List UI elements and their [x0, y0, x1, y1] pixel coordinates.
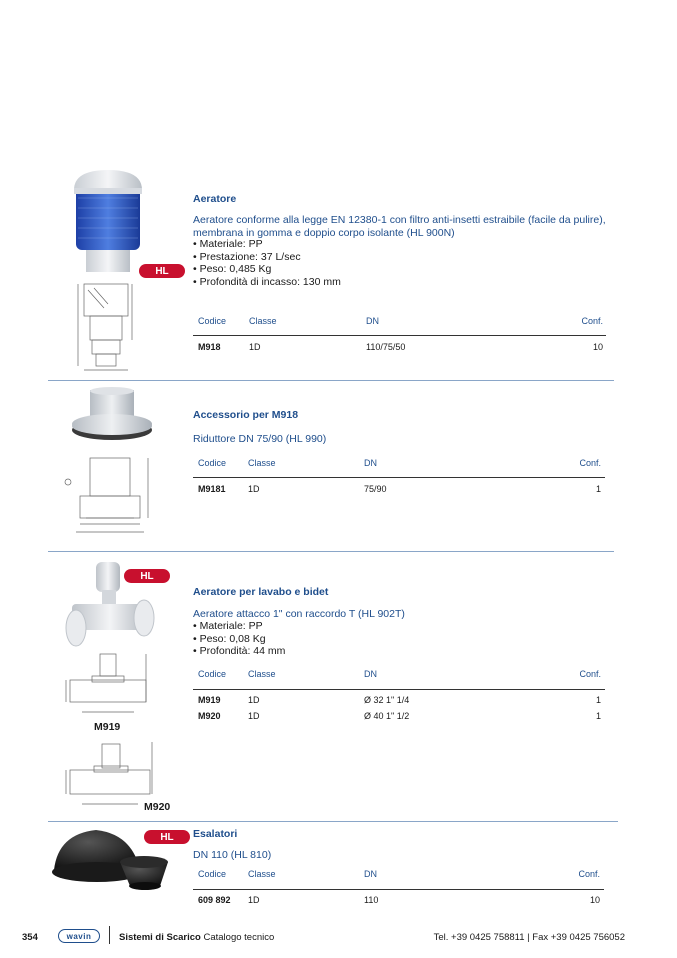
section-title: Aeratore — [193, 193, 237, 205]
section-divider — [48, 380, 614, 381]
section-title: Aeratore per lavabo e bidet — [193, 586, 329, 598]
cell-codice: M9181 — [198, 484, 226, 494]
contact-info: Tel. +39 0425 758811 | Fax +39 0425 756052 — [433, 932, 625, 943]
cell-codice: M918 — [198, 342, 221, 352]
table-rule — [193, 335, 606, 336]
cell-dn: 110/75/50 — [366, 342, 406, 352]
catalog-subtitle: Catalogo tecnico — [200, 932, 275, 943]
riduttore-drawing — [62, 452, 158, 538]
section-description: Aeratore attacco 1" con raccordo T (HL 902T) — [193, 608, 405, 620]
section-title: Esalatori — [193, 828, 238, 840]
page-number: 354 — [22, 932, 38, 943]
badge-text: HL — [160, 831, 174, 843]
cell-conf: 10 — [592, 342, 603, 352]
badge-text: HL — [140, 570, 154, 582]
aeratore-drawing — [74, 280, 138, 372]
col-header-codice: Codice — [198, 869, 227, 879]
spec-item: • Peso: 0,08 Kg — [193, 632, 266, 645]
hl-badge — [139, 264, 185, 278]
col-header-codice: Codice — [198, 316, 227, 326]
figure-label: M919 — [94, 721, 121, 733]
col-header-classe: Classe — [249, 316, 277, 326]
col-header-dn: DN — [364, 458, 377, 468]
description-line: Aeratore conforme alla legge EN 12380-1 con filtro anti-insetti estraibile (facile da pulire), — [193, 214, 606, 226]
cell-classe: 1D — [248, 695, 260, 705]
col-header-conf: Conf. — [579, 458, 601, 468]
cell-dn: 75/90 — [364, 484, 387, 494]
col-header-dn: DN — [364, 669, 377, 679]
cell-conf: 1 — [595, 695, 601, 705]
cell-codice: 609 892 — [198, 895, 231, 905]
table-rule — [193, 889, 604, 890]
spec-item: • Materiale: PP — [193, 620, 263, 632]
logo-text: wavin — [66, 931, 92, 941]
m919-drawing — [62, 650, 156, 720]
cell-conf: 10 — [589, 895, 600, 905]
cell-conf: 1 — [595, 711, 601, 721]
cell-classe: 1D — [248, 895, 260, 905]
section-description — [193, 214, 606, 239]
cell-dn: Ø 32 1" 1/4 — [364, 695, 410, 705]
figure-label: M920 — [144, 801, 171, 813]
catalog-series: Sistemi di Scarico — [119, 932, 201, 943]
spec-item: • Peso: 0,485 Kg — [193, 263, 272, 276]
section-description: DN 110 (HL 810) — [193, 849, 272, 861]
col-header-classe: Classe — [248, 869, 276, 879]
spec-item: • Profondità: 44 mm — [193, 645, 286, 658]
hl-badge — [144, 830, 190, 844]
spec-item: • Prestazione: 37 L/sec — [193, 250, 301, 263]
description-line: membrana in gomma e doppio corpo isolante (HL 900N) — [193, 226, 455, 239]
wavin-logo — [58, 929, 100, 943]
cell-codice: M920 — [198, 711, 221, 721]
spec-list — [193, 238, 341, 288]
hl-badge — [124, 569, 170, 583]
spec-item: • Materiale: PP — [193, 238, 263, 250]
col-header-codice: Codice — [198, 458, 227, 468]
table-rule — [193, 477, 605, 478]
col-header-codice: Codice — [198, 669, 227, 679]
col-header-conf: Conf. — [579, 669, 601, 679]
cell-conf: 1 — [595, 484, 601, 494]
riduttore-photo — [68, 386, 156, 446]
cell-dn: Ø 40 1" 1/2 — [364, 711, 410, 721]
spec-list — [193, 620, 285, 658]
col-header-conf: Conf. — [578, 869, 600, 879]
section-title: Accessorio per M918 — [193, 409, 299, 421]
col-header-dn: DN — [366, 316, 379, 326]
cell-classe: 1D — [248, 484, 260, 494]
badge-text: HL — [155, 265, 169, 277]
spec-item: • Profondità di incasso: 130 mm — [193, 275, 341, 288]
section-description: Riduttore DN 75/90 (HL 990) — [193, 433, 327, 445]
col-header-dn: DN — [364, 869, 377, 879]
cell-classe: 1D — [249, 342, 261, 352]
cell-classe: 1D — [248, 711, 260, 721]
col-header-conf: Conf. — [581, 316, 603, 326]
cell-dn: 110 — [364, 895, 379, 905]
col-header-classe: Classe — [248, 458, 276, 468]
table-rule — [193, 689, 605, 690]
catalog-title — [119, 932, 274, 943]
col-header-classe: Classe — [248, 669, 276, 679]
aeratore-photo — [72, 168, 144, 274]
section-divider — [48, 821, 618, 822]
m920-drawing — [62, 738, 160, 810]
cell-codice: M919 — [198, 695, 221, 705]
footer-divider — [109, 926, 110, 944]
section-divider — [48, 551, 614, 552]
